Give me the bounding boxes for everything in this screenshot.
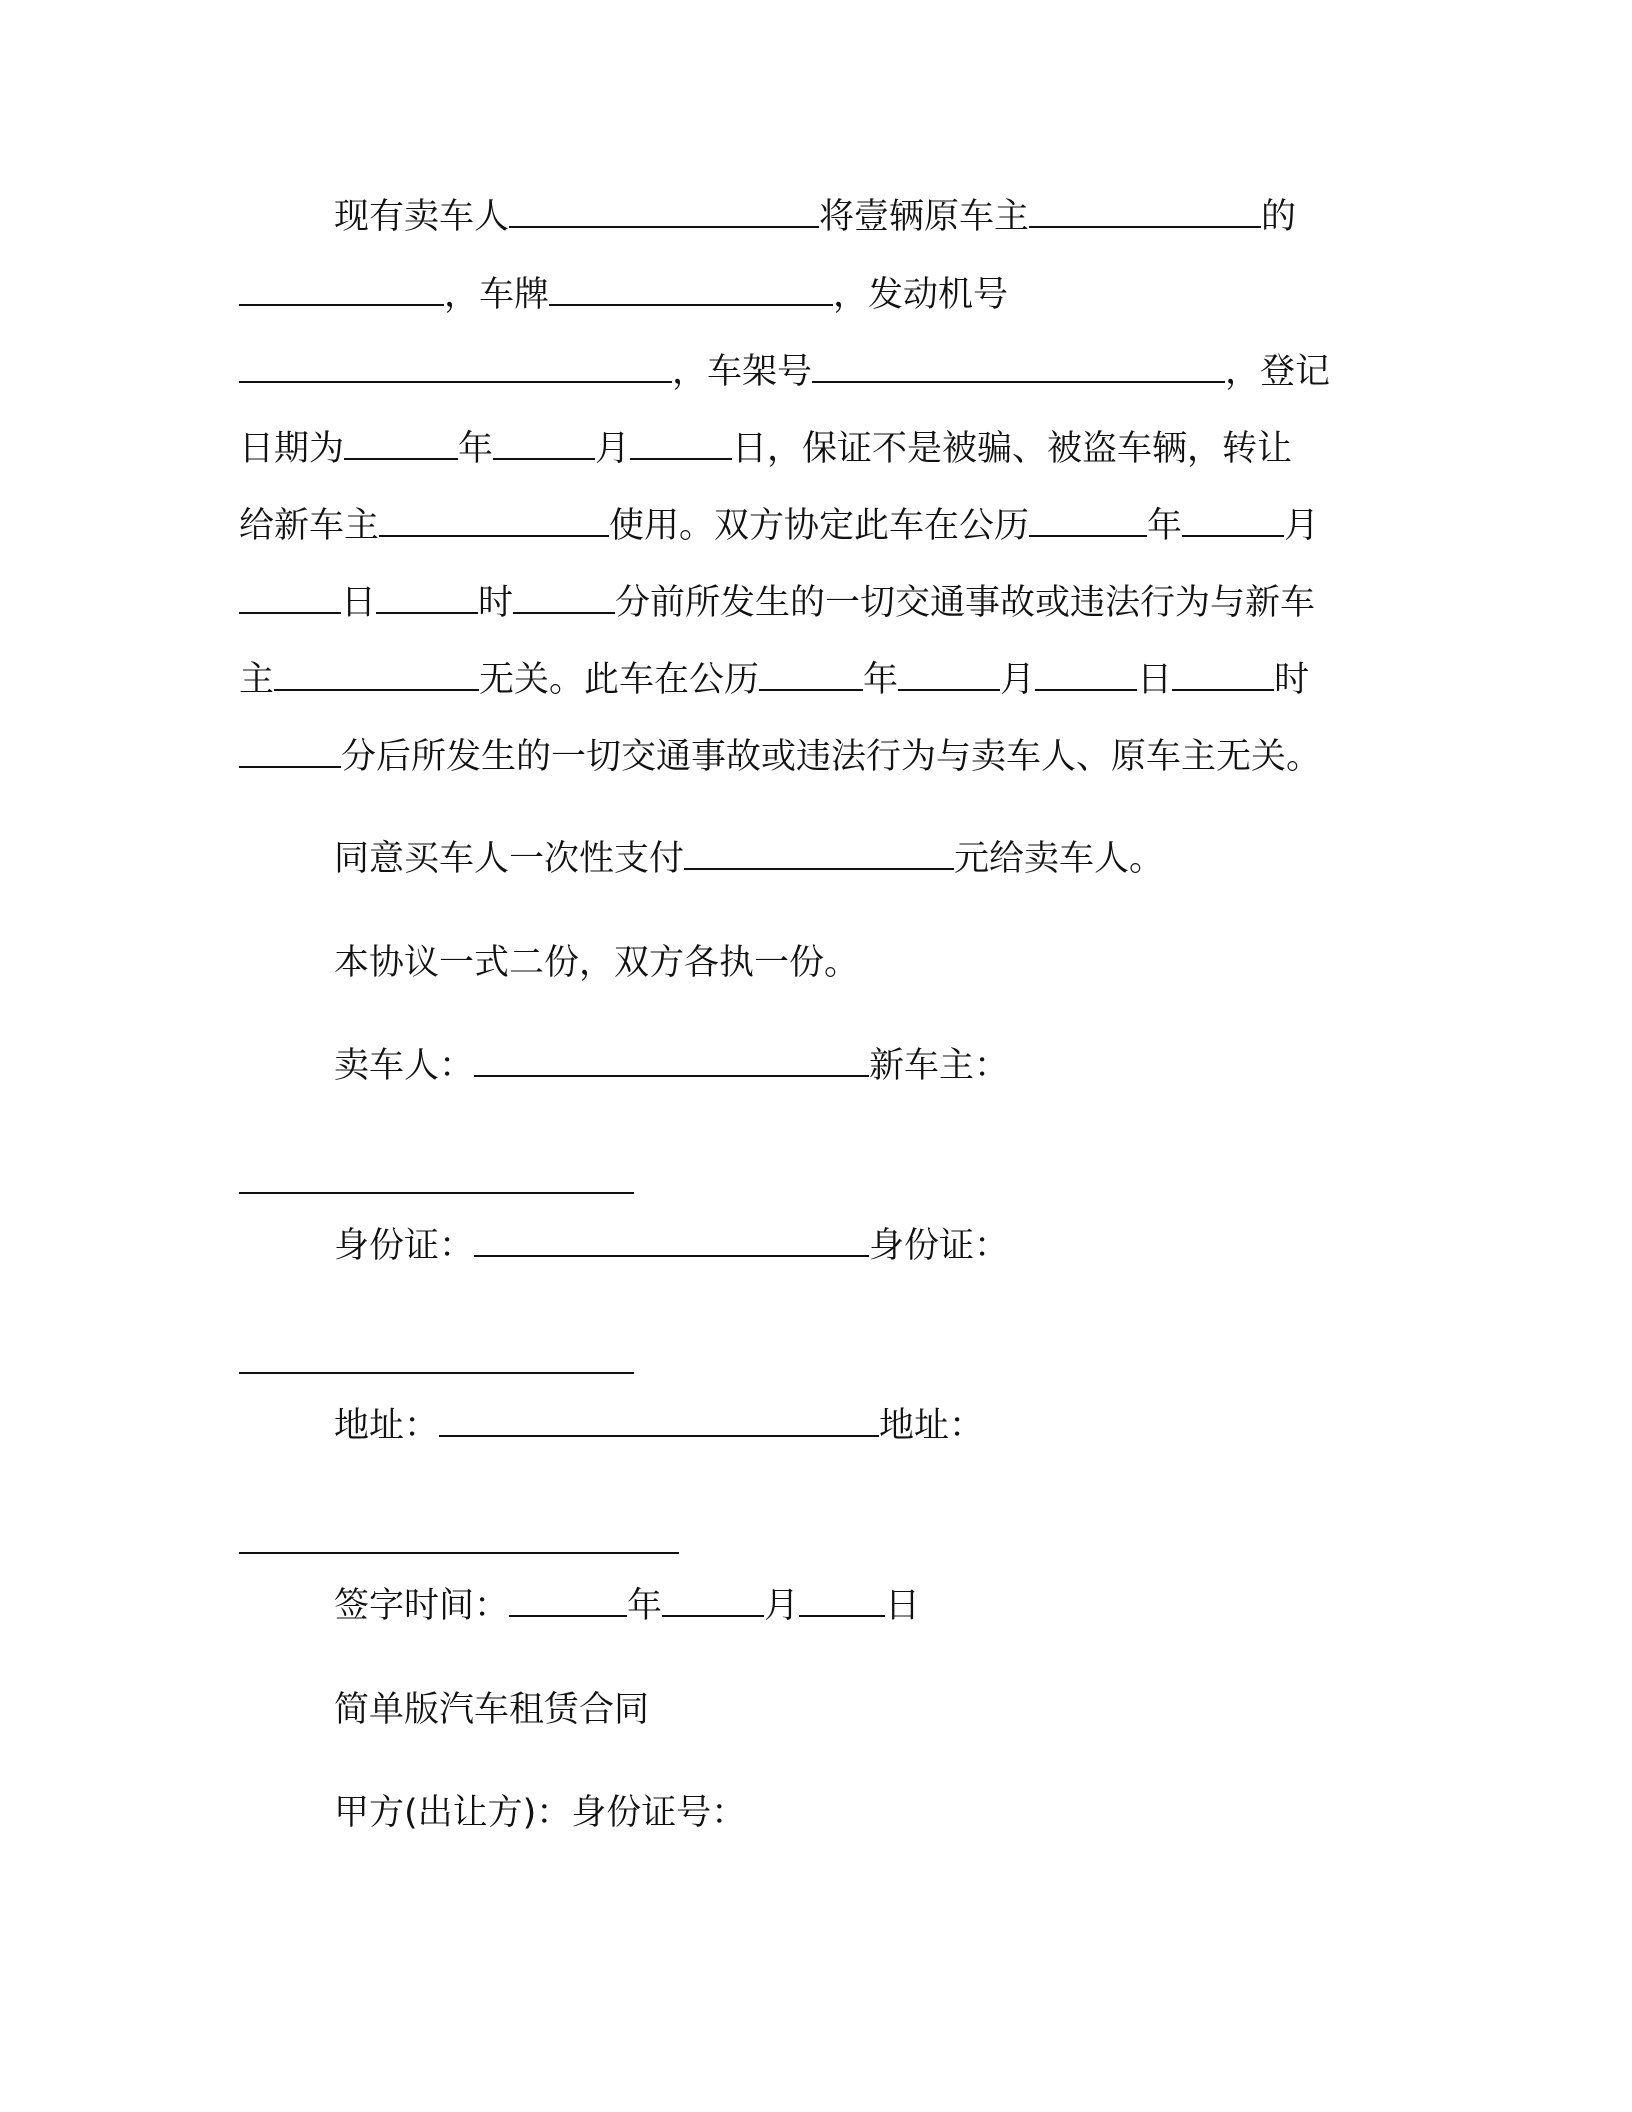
para1-line6 xyxy=(239,583,1316,623)
text: 使用。双方协定此车在公历 xyxy=(609,506,1030,546)
before-day-blank[interactable] xyxy=(239,611,341,614)
new-owner-blank[interactable] xyxy=(379,534,609,537)
sign-date-line xyxy=(334,1586,921,1626)
text: 年 xyxy=(1147,506,1183,546)
seller-name-blank[interactable] xyxy=(509,225,819,228)
sign-year-blank[interactable] xyxy=(509,1614,627,1617)
text: 分前所发生的一切交通事故或违法行为与新车 xyxy=(615,583,1316,623)
buyer-address-blank[interactable] xyxy=(239,1526,679,1561)
para1-line5 xyxy=(239,506,1320,546)
text: 将壹辆原车主 xyxy=(819,197,1030,237)
party-a-line: 甲方(出让方)：身份证号： xyxy=(334,1793,747,1833)
text: ，车架号 xyxy=(672,352,813,392)
text: 年 xyxy=(458,429,494,469)
seller-line xyxy=(334,1046,1010,1086)
text: 的 xyxy=(1261,197,1297,237)
vehicle-blank[interactable] xyxy=(239,303,444,306)
text: 时 xyxy=(478,583,514,623)
address-line xyxy=(334,1406,985,1446)
after-month-blank[interactable] xyxy=(898,688,1000,691)
id-line xyxy=(334,1226,1010,1266)
text: 日期为 xyxy=(239,429,345,469)
text: 月 xyxy=(1284,506,1320,546)
text: 身份证： xyxy=(869,1226,1010,1266)
before-year-blank[interactable] xyxy=(1029,534,1147,537)
before-month-blank[interactable] xyxy=(1182,534,1284,537)
payment-line xyxy=(334,839,1165,879)
blank-line xyxy=(239,1371,634,1374)
text: 日，保证不是被骗、被盗车辆，转让 xyxy=(732,429,1293,469)
original-owner-blank[interactable] xyxy=(1029,225,1261,228)
buyer-id-blank[interactable] xyxy=(239,1346,634,1381)
payment-amount-blank[interactable] xyxy=(684,867,954,870)
frame-number-blank[interactable] xyxy=(812,380,1225,383)
text: 卖车人： xyxy=(334,1046,475,1086)
after-day-blank[interactable] xyxy=(1035,688,1137,691)
copies-line: 本协议一式二份，双方各执一份。 xyxy=(334,943,860,983)
text: 身份证： xyxy=(334,1226,475,1266)
text: ，登记 xyxy=(1225,352,1331,392)
text: 年 xyxy=(863,660,899,700)
blank-line xyxy=(239,1191,634,1194)
para1-line4 xyxy=(239,429,1293,469)
text: 日 xyxy=(1137,660,1173,700)
reg-month-blank[interactable] xyxy=(493,457,595,460)
plate-blank[interactable] xyxy=(549,303,833,306)
text: 元给卖车人。 xyxy=(954,839,1165,879)
text: 无关。此车在公历 xyxy=(479,660,760,700)
text: 同意买车人一次性支付 xyxy=(334,839,685,879)
text: 日 xyxy=(885,1586,921,1626)
sign-month-blank[interactable] xyxy=(662,1614,764,1617)
text: 月 xyxy=(595,429,631,469)
contract-title: 简单版汽车租赁合同 xyxy=(334,1690,650,1730)
blank-line xyxy=(239,1551,679,1554)
after-hour-blank[interactable] xyxy=(1172,688,1274,691)
text: 年 xyxy=(627,1586,663,1626)
text: 签字时间： xyxy=(334,1586,510,1626)
seller-address-blank[interactable] xyxy=(439,1434,879,1437)
text: 主 xyxy=(239,660,275,700)
before-hour-blank[interactable] xyxy=(376,611,478,614)
text: 月 xyxy=(1000,660,1036,700)
text: 现有卖车人 xyxy=(334,197,510,237)
text: 新车主： xyxy=(869,1046,1010,1086)
text: ，发动机号 xyxy=(833,275,1009,315)
para1-line8 xyxy=(239,737,1322,777)
text: 日 xyxy=(341,583,377,623)
seller-id-blank[interactable] xyxy=(474,1254,869,1257)
new-owner-blank-2[interactable] xyxy=(274,688,479,691)
reg-day-blank[interactable] xyxy=(630,457,732,460)
buyer-signature-blank[interactable] xyxy=(239,1166,634,1201)
after-year-blank[interactable] xyxy=(759,688,863,691)
text: 时 xyxy=(1274,660,1310,700)
text: ，车牌 xyxy=(444,275,550,315)
text: 月 xyxy=(764,1586,800,1626)
text: 地址： xyxy=(334,1406,440,1446)
para1-line1 xyxy=(334,197,1297,237)
para1-line7 xyxy=(239,660,1310,700)
after-minute-blank[interactable] xyxy=(239,765,341,768)
para1-line2 xyxy=(239,275,1009,315)
text: 给新车主 xyxy=(239,506,380,546)
sign-day-blank[interactable] xyxy=(799,1614,885,1617)
text: 地址： xyxy=(879,1406,985,1446)
engine-number-blank[interactable] xyxy=(239,380,672,383)
seller-signature-blank[interactable] xyxy=(474,1074,869,1077)
before-minute-blank[interactable] xyxy=(513,611,615,614)
reg-year-blank[interactable] xyxy=(344,457,458,460)
text: 分后所发生的一切交通事故或违法行为与卖车人、原车主无关。 xyxy=(341,737,1322,777)
para1-line3 xyxy=(239,352,1331,392)
